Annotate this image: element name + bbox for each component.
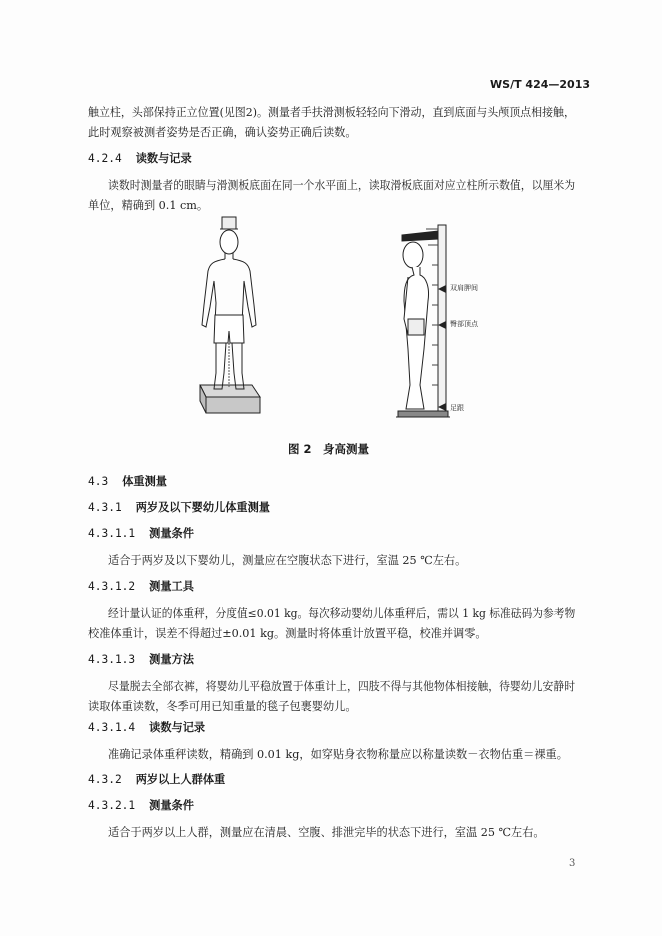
section-title: 测量条件 (149, 799, 194, 812)
label-heel: 足跟 (450, 404, 464, 412)
paragraph-line: 读数时测量者的眼睛与滑测板底面在同一个水平面上，读取滑板底面对应立柱所示数值，以厘米为 (108, 179, 576, 192)
section-number: 4.3.2 (88, 773, 122, 786)
section-heading-4-3 (88, 473, 167, 489)
paragraph-line: 此时观察被测者姿势是否正确，确认姿势正确后读数。 (88, 126, 357, 139)
section-number: 4.3.2.1 (88, 799, 136, 812)
side-view-person (403, 242, 429, 409)
paragraph-line: 尽量脱去全部衣裤，将婴幼儿平稳放置于体重计上，四肢不得与其他物体相接触，待婴幼儿安静时 (108, 680, 576, 693)
section-heading-4-3-1 (88, 499, 270, 515)
section-number: 4.3.1.4 (88, 721, 136, 734)
paragraph-line: 校准体重计，误差不得超过±0.01 kg。测量时将体重计放置平稳，校准并调零。 (88, 627, 487, 640)
paragraph-line: 单位，精确到 0.1 cm。 (88, 199, 209, 212)
label-shoulder: 双肩胛间 (450, 284, 478, 292)
page-number: 3 (569, 858, 576, 869)
section-title: 测量工具 (149, 580, 194, 593)
front-view-person (200, 217, 260, 413)
section-heading-4-3-1-2 (88, 578, 194, 594)
paragraph-line: 读取体重读数，冬季可用已知重量的毯子包裹婴幼儿。 (88, 700, 357, 713)
section-title: 测量方法 (149, 653, 194, 666)
paragraph-line: 适合于两岁及以下婴幼儿，测量应在空腹状态下进行，室温 25 ℃左右。 (108, 554, 467, 567)
section-number: 4.3.1.1 (88, 527, 136, 540)
figure-caption: 图 2 身高测量 (288, 442, 370, 456)
section-title: 两岁以上人群体重 (135, 773, 226, 786)
standard-code: WS/T 424—2013 (490, 78, 590, 91)
section-number: 4.3.1 (88, 501, 122, 514)
section-title: 体重测量 (122, 475, 167, 488)
section-number: 4.3.1.3 (88, 653, 136, 666)
section-heading-4-3-1-4 (88, 719, 205, 735)
label-buttock: 臀部顶点 (450, 320, 478, 328)
section-title: 读数与记录 (135, 152, 192, 165)
section-heading-4-3-2-1 (88, 797, 194, 813)
section-number: 4.3 (88, 475, 109, 488)
paragraph-line: 准确记录体重秤读数，精确到 0.01 kg，如穿贴身衣物称量应以称量读数－衣物估重＝裸重。 (108, 748, 568, 761)
section-title: 读数与记录 (149, 721, 206, 734)
section-heading-4-3-1-3 (88, 651, 194, 667)
paragraph-line: 触立柱，头部保持正立位置(见图2)。测量者手扶滑测板轻轻向下滑动，直到底面与头颅顶点相接触， (88, 106, 575, 119)
section-heading-4-2-4 (88, 150, 192, 166)
section-title: 两岁及以下婴幼儿体重测量 (135, 501, 270, 514)
section-title: 测量条件 (149, 527, 194, 540)
paragraph-line: 经计量认证的体重秤，分度值≤0.01 kg。每次移动婴幼儿体重秤后，需以 1 kg 标准砝码为参考物 (108, 607, 576, 620)
section-number: 4.3.1.2 (88, 580, 136, 593)
section-heading-4-3-1-1 (88, 525, 194, 541)
height-measurement-figure (180, 215, 480, 430)
section-number: 4.2.4 (88, 152, 122, 165)
paragraph-line: 适合于两岁以上人群，测量应在清晨、空腹、排泄完毕的状态下进行，室温 25 ℃左右。 (108, 826, 545, 839)
section-heading-4-3-2 (88, 771, 225, 787)
